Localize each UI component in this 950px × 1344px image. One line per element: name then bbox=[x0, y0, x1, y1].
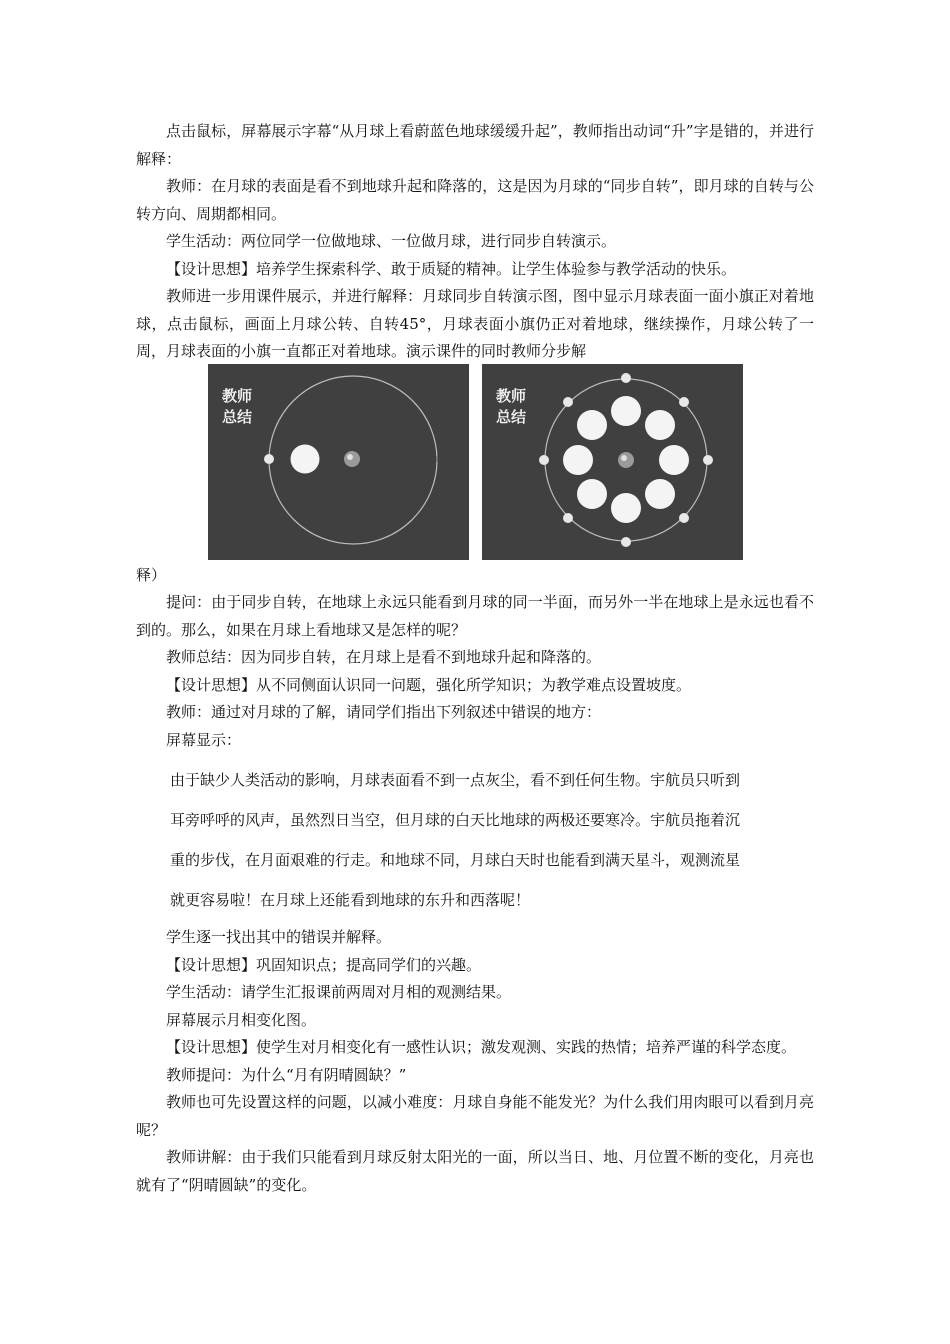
moon-phase bbox=[577, 479, 607, 509]
quote-line: 耳旁呼呼的风声，虽然烈日当空，但月球的白天比地球的两极还要寒冷。宇航员拖着沉 bbox=[170, 811, 741, 829]
moon-phase bbox=[645, 479, 675, 509]
moon-small bbox=[621, 373, 631, 383]
moon-large bbox=[291, 445, 320, 474]
paragraph: 学生活动：请学生汇报课前两周对月相的观测结果。 bbox=[166, 983, 512, 1001]
figure-title: 教师总结 bbox=[496, 387, 527, 426]
paragraph: 教师讲解：由于我们只能看到月球反射太阳光的一面，所以当日、地、月位置不断的变化，月亮也就有了“阴晴圆缺”的变化。 bbox=[136, 1148, 814, 1194]
screen-quote bbox=[136, 760, 814, 920]
moon-phase bbox=[611, 396, 641, 426]
moon-phase bbox=[577, 410, 607, 440]
moon-small bbox=[563, 397, 573, 407]
moon-phase bbox=[659, 445, 689, 475]
paragraph: 教师：通过对月球的了解，请同学们指出下列叙述中错误的地方： bbox=[166, 703, 602, 721]
figure-orbit-phases bbox=[482, 364, 743, 560]
paragraph-tail: 释） bbox=[136, 565, 167, 584]
quote-line: 就更容易啦！在月球上还能看到地球的东升和西落呢！ bbox=[170, 891, 531, 909]
paragraph: 【设计思想】培养学生探索科学、敢于质疑的精神。让学生体验参与教学活动的快乐。 bbox=[166, 259, 737, 278]
moon-phase bbox=[563, 445, 593, 475]
document-body bbox=[136, 118, 814, 1199]
moon-small bbox=[679, 397, 689, 407]
paragraph: 【设计思想】巩固知识点；提高同学们的兴趣。 bbox=[166, 955, 482, 974]
paragraph: 教师也可先设置这样的问题，以减小难度：月球自身能不能发光？为什么我们用肉眼可以看到月亮呢？ bbox=[136, 1093, 814, 1139]
figure-orbit-single bbox=[208, 364, 469, 560]
paragraph: 屏幕展示月相变化图。 bbox=[166, 1010, 317, 1029]
paragraph: 学生逐一找出其中的错误并解释。 bbox=[166, 928, 392, 946]
paragraph: 教师进一步用课件展示，并进行解释：月球同步自转演示图，图中显示月球表面一面小旗正对着地球，点击鼠标，画面上月球公转、自转45°，月球表面小旗仍正对着地球，继续操作，月球公转了一周，月球表面的小旗一直都正对着地球。演示课件的同时教师分步解 bbox=[136, 287, 814, 360]
paragraph: 【设计思想】从不同侧面认识同一问题，强化所学知识；为教学难点设置坡度。 bbox=[166, 675, 692, 694]
moon-small bbox=[539, 455, 549, 465]
quote-line: 重的步伐，在月面艰难的行走。和地球不同，月球白天时也能看到满天星斗，观测流星 bbox=[170, 851, 741, 869]
figure-title: 教师总结 bbox=[222, 387, 253, 426]
paragraph: 教师提问：为什么“月有阴晴圆缺？” bbox=[166, 1065, 407, 1084]
paragraph: 学生活动：两位同学一位做地球、一位做月球，进行同步自转演示。 bbox=[166, 232, 617, 250]
paragraph: 屏幕显示： bbox=[166, 730, 242, 749]
paragraph: 提问：由于同步自转，在地球上永远只能看到月球的同一半面，而另外一半在地球上是永远也看不到的。那么，如果在月球上看地球又是怎样的呢？ bbox=[136, 593, 814, 639]
earth-highlight bbox=[621, 455, 627, 461]
moon-small bbox=[621, 537, 631, 547]
moon-small bbox=[679, 513, 689, 523]
paragraph: 教师总结：因为同步自转，在月球上是看不到地球升起和降落的。 bbox=[166, 648, 602, 666]
moon-small bbox=[703, 455, 713, 465]
earth-highlight bbox=[347, 454, 353, 460]
moon-phase bbox=[645, 410, 675, 440]
paragraph: 【设计思想】使学生对月相变化有一感性认识；激发观测、实践的热情；培养严谨的科学态度。 bbox=[166, 1038, 797, 1056]
paragraph: 教师：在月球的表面是看不到地球升起和降落的，这是因为月球的“同步自转”，即月球的自转与公转方向、周期都相同。 bbox=[136, 177, 814, 223]
moon-small bbox=[264, 454, 274, 464]
moon-phase bbox=[611, 493, 641, 523]
quote-line: 由于缺少人类活动的影响，月球表面看不到一点灰尘，看不到任何生物。宇航员只听到 bbox=[170, 771, 741, 789]
moon-small bbox=[563, 513, 573, 523]
paragraph: 点击鼠标，屏幕展示字幕“从月球上看蔚蓝色地球缓缓升起”，教师指出动词“升”字是错的，并进行解释： bbox=[136, 122, 814, 168]
synchronous-rotation-figures bbox=[208, 364, 743, 560]
